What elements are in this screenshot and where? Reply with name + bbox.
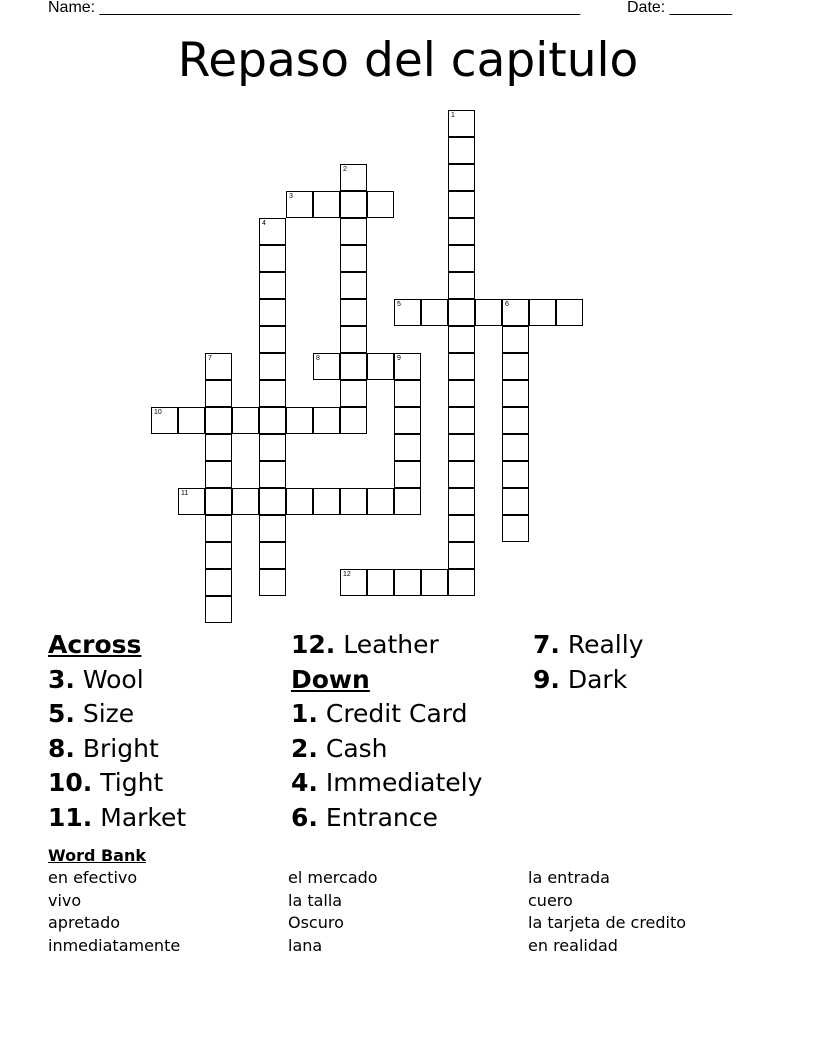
crossword-cell[interactable] <box>448 164 475 191</box>
crossword-cell[interactable] <box>502 434 529 461</box>
clue-text: Cash <box>325 733 388 763</box>
crossword-cell[interactable] <box>151 407 178 434</box>
cell-number: 3 <box>289 193 293 200</box>
word-bank-item: el mercado <box>288 868 378 887</box>
clue-across-3 <box>48 663 186 698</box>
crossword-cell[interactable] <box>313 407 340 434</box>
crossword-cell[interactable] <box>367 191 394 218</box>
clue-text: Entrance <box>325 802 438 832</box>
clue-down-9 <box>533 663 644 698</box>
crossword-cell[interactable] <box>313 191 340 218</box>
clue-down-6 <box>291 801 482 836</box>
word-bank-item: lana <box>288 936 323 956</box>
clue-text: Market <box>100 802 187 832</box>
crossword-cell[interactable] <box>205 569 232 596</box>
crossword-cell[interactable] <box>448 245 475 272</box>
crossword-cell[interactable] <box>340 326 367 353</box>
crossword-cell[interactable] <box>259 326 286 353</box>
crossword-cell[interactable] <box>502 299 529 326</box>
crossword-cell[interactable] <box>448 353 475 380</box>
crossword-cell[interactable] <box>259 272 286 299</box>
crossword-cell[interactable] <box>394 353 421 380</box>
crossword-cell[interactable] <box>340 191 367 218</box>
crossword-cell[interactable] <box>340 164 367 191</box>
crossword-cell[interactable] <box>205 596 232 623</box>
cell-number: 5 <box>397 301 401 308</box>
crossword-cell[interactable] <box>394 380 421 407</box>
crossword-cell[interactable] <box>205 380 232 407</box>
crossword-cell[interactable] <box>502 380 529 407</box>
crossword-cell[interactable] <box>448 515 475 542</box>
clue-text: Immediately <box>325 768 483 797</box>
crossword-cell[interactable] <box>259 407 286 434</box>
clue-down-2 <box>291 732 482 767</box>
crossword-cell[interactable] <box>448 542 475 569</box>
crossword-cell[interactable] <box>340 299 367 326</box>
clue-number: 5. <box>48 699 75 728</box>
cell-number: 12 <box>343 571 351 578</box>
date-field-label[interactable]: Date: _______ <box>627 0 732 16</box>
word-bank-column-2 <box>288 867 378 958</box>
word-bank-item: la talla <box>288 890 343 910</box>
word-bank-column-1 <box>48 867 180 958</box>
crossword-cell[interactable] <box>259 461 286 488</box>
page-title: Repaso del capitulo <box>177 33 639 88</box>
clue-number: 11. <box>48 802 93 832</box>
clue-number: 12. <box>291 630 336 659</box>
crossword-cell[interactable] <box>259 245 286 272</box>
crossword-cell[interactable] <box>340 488 367 515</box>
crossword-cell[interactable] <box>394 488 421 515</box>
crossword-cell[interactable] <box>448 407 475 434</box>
crossword-cell[interactable] <box>529 299 556 326</box>
word-bank-item: apretado <box>48 913 121 933</box>
cell-number: 2 <box>343 166 347 173</box>
name-field-label[interactable]: Name: ______________________________________________________ <box>48 0 581 16</box>
clue-text: Tight <box>100 768 164 797</box>
clue-across-5 <box>48 697 186 732</box>
crossword-cell[interactable] <box>367 353 394 380</box>
crossword-cell[interactable] <box>394 299 421 326</box>
clue-text: Dark <box>567 664 628 694</box>
crossword-cell[interactable] <box>448 461 475 488</box>
clue-down-7 <box>533 628 644 663</box>
clue-across-11 <box>48 801 186 836</box>
crossword-cell[interactable] <box>367 488 394 515</box>
word-bank-item: inmediatamente <box>48 936 181 956</box>
crossword-cell[interactable] <box>448 110 475 137</box>
word-bank-column-3 <box>528 867 686 958</box>
crossword-cell[interactable] <box>340 380 367 407</box>
word-bank-item: la tarjeta de credito <box>528 913 687 933</box>
word-bank-item: en efectivo <box>48 868 138 887</box>
crossword-cell[interactable] <box>205 542 232 569</box>
crossword-cell[interactable] <box>259 353 286 380</box>
clue-number: 4. <box>291 768 318 797</box>
cell-number: 9 <box>397 355 401 362</box>
clue-down-1 <box>291 697 482 732</box>
crossword-cell[interactable] <box>259 488 286 515</box>
clue-number: 6. <box>291 802 318 832</box>
word-bank-item: cuero <box>528 890 573 910</box>
cell-number: 6 <box>505 301 509 308</box>
crossword-cell[interactable] <box>313 488 340 515</box>
word-bank-item: en realidad <box>528 936 618 956</box>
crossword-cell[interactable] <box>502 488 529 515</box>
crossword-cell[interactable] <box>502 515 529 542</box>
crossword-cell[interactable] <box>502 461 529 488</box>
crossword-cell[interactable] <box>340 272 367 299</box>
crossword-cell[interactable] <box>448 326 475 353</box>
clue-text: Bright <box>82 733 159 763</box>
crossword-cell[interactable] <box>340 353 367 380</box>
crossword-cell[interactable] <box>286 191 313 218</box>
cell-number: 11 <box>181 490 189 497</box>
crossword-cell[interactable] <box>259 218 286 245</box>
crossword-cell[interactable] <box>259 434 286 461</box>
clue-across-12 <box>291 628 482 663</box>
clue-text: Really <box>567 630 644 659</box>
clues-column-3 <box>533 628 644 697</box>
clue-text: Size <box>82 699 135 728</box>
clue-down-4 <box>291 766 482 801</box>
clue-number: 7. <box>533 630 560 659</box>
clue-text: Leather <box>343 630 439 659</box>
clues-column-1 <box>48 628 186 835</box>
crossword-cell[interactable] <box>340 218 367 245</box>
crossword-cell[interactable] <box>394 461 421 488</box>
word-bank-item: vivo <box>48 890 82 910</box>
crossword-cell[interactable] <box>259 299 286 326</box>
clues-column-2 <box>291 628 482 835</box>
crossword-cell[interactable] <box>448 488 475 515</box>
cell-number: 4 <box>262 220 266 227</box>
crossword-cell[interactable] <box>178 488 205 515</box>
crossword-cell[interactable] <box>448 137 475 164</box>
crossword-cell[interactable] <box>205 515 232 542</box>
clue-number: 3. <box>48 664 75 694</box>
crossword-cell[interactable] <box>448 272 475 299</box>
cell-number: 7 <box>208 355 212 362</box>
crossword-cell[interactable] <box>448 434 475 461</box>
crossword-cell[interactable] <box>394 434 421 461</box>
crossword-cell[interactable] <box>556 299 583 326</box>
crossword-cell[interactable] <box>286 488 313 515</box>
clue-across-8 <box>48 732 186 767</box>
word-bank-heading: Word Bank <box>48 846 147 865</box>
crossword-cell[interactable] <box>205 461 232 488</box>
crossword-cell[interactable] <box>340 569 367 596</box>
crossword-cell[interactable] <box>340 407 367 434</box>
across-heading: Across <box>48 630 142 659</box>
clue-across-10 <box>48 766 186 801</box>
crossword-cell[interactable] <box>502 407 529 434</box>
crossword-cell[interactable] <box>421 569 448 596</box>
crossword-cell[interactable] <box>475 299 502 326</box>
crossword-cell[interactable] <box>340 245 367 272</box>
cell-number: 10 <box>154 409 162 416</box>
crossword-cell[interactable] <box>205 353 232 380</box>
crossword-cell[interactable] <box>259 515 286 542</box>
clue-number: 10. <box>48 768 93 797</box>
cell-number: 8 <box>316 355 320 362</box>
crossword-cell[interactable] <box>259 569 286 596</box>
clue-number: 2. <box>291 733 318 763</box>
crossword-cell[interactable] <box>178 407 205 434</box>
crossword-cell[interactable] <box>313 353 340 380</box>
crossword-cell[interactable] <box>421 299 448 326</box>
crossword-cell[interactable] <box>205 407 232 434</box>
crossword-cell[interactable] <box>394 407 421 434</box>
crossword-cell[interactable] <box>394 569 421 596</box>
crossword-cell[interactable] <box>367 569 394 596</box>
crossword-cell[interactable] <box>448 299 475 326</box>
crossword-cell[interactable] <box>286 407 313 434</box>
word-bank-item: Oscuro <box>288 913 344 933</box>
clue-text: Credit Card <box>325 699 468 728</box>
crossword-cell[interactable] <box>205 434 232 461</box>
crossword-cell[interactable] <box>502 326 529 353</box>
crossword-cell[interactable] <box>232 488 259 515</box>
clue-number: 1. <box>291 699 318 728</box>
crossword-cell[interactable] <box>205 488 232 515</box>
clue-text: Wool <box>82 664 144 694</box>
crossword-cell[interactable] <box>448 380 475 407</box>
crossword-cell[interactable] <box>259 380 286 407</box>
crossword-cell[interactable] <box>502 353 529 380</box>
clue-number: 8. <box>48 733 75 763</box>
crossword-cell[interactable] <box>448 218 475 245</box>
clue-number: 9. <box>533 664 560 694</box>
cell-number: 1 <box>451 112 455 119</box>
crossword-cell[interactable] <box>448 191 475 218</box>
crossword-cell[interactable] <box>448 569 475 596</box>
word-bank-item: la entrada <box>528 868 610 887</box>
crossword-cell[interactable] <box>232 407 259 434</box>
down-heading: Down <box>291 664 370 694</box>
crossword-cell[interactable] <box>259 542 286 569</box>
